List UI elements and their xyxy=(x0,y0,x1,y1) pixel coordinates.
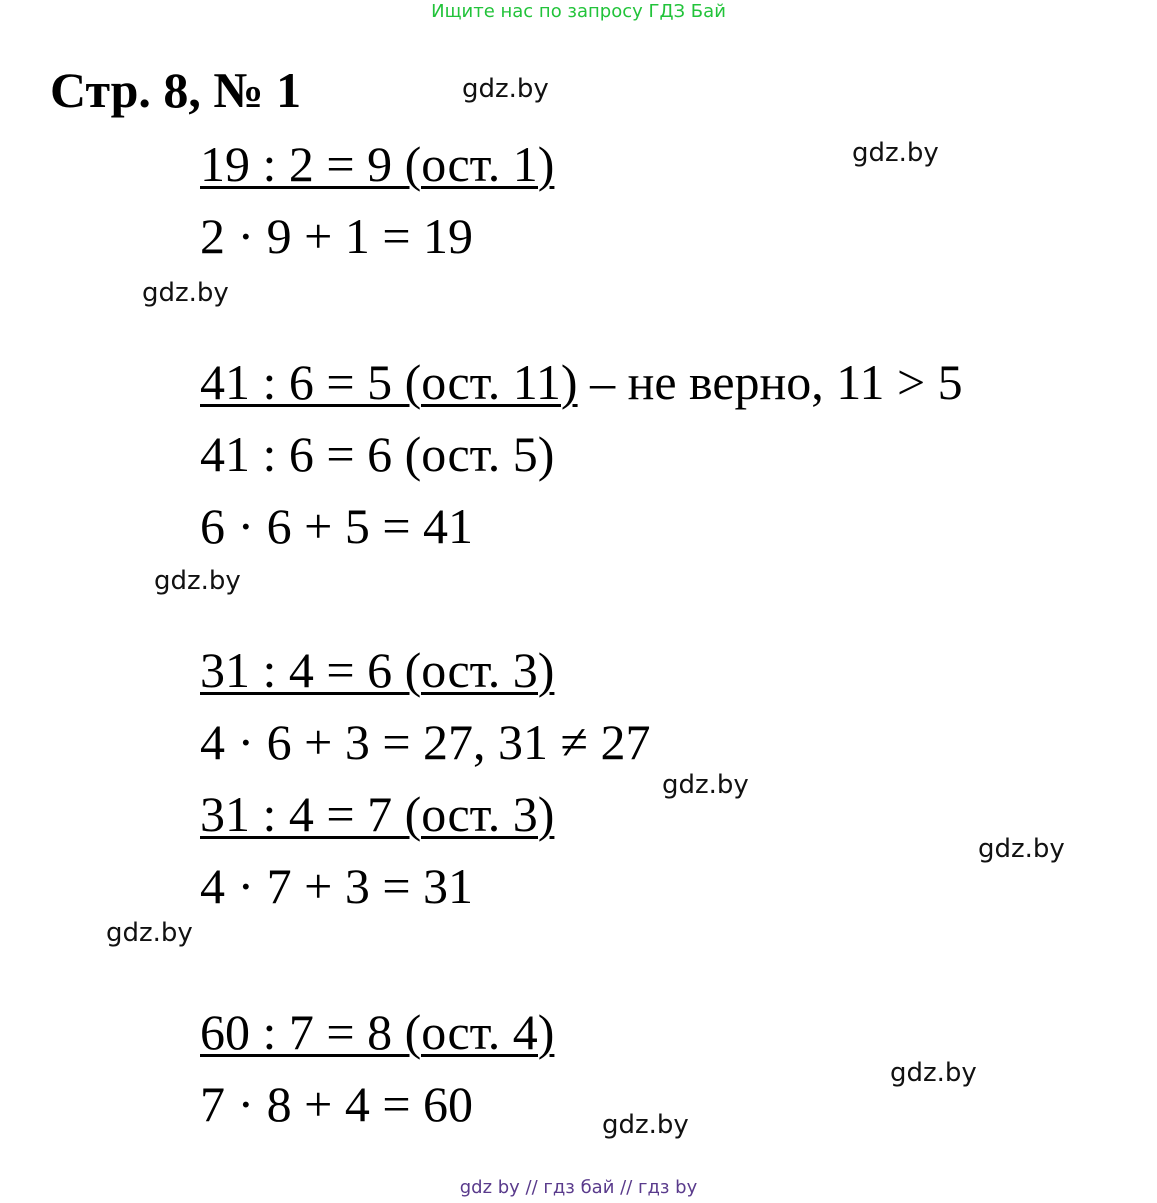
equation-comment: – не верно, 11 > 5 xyxy=(577,354,963,410)
equation-line xyxy=(200,136,554,192)
watermark: gdz.by xyxy=(662,770,749,800)
equation-line: 6 · 6 + 5 = 41 xyxy=(200,498,474,554)
watermark: gdz.by xyxy=(106,918,193,948)
equation-line: 7 · 8 + 4 = 60 xyxy=(200,1076,474,1132)
search-hint-banner: Ищите нас по запросу ГДЗ Бай xyxy=(431,1,726,22)
watermark: gdz.by xyxy=(852,138,939,168)
page-title: Стр. 8, № 1 xyxy=(50,62,302,118)
equation-line xyxy=(200,1004,554,1060)
watermark: gdz.by xyxy=(154,566,241,596)
division-with-remainder: 31 : 4 = 7 (ост. 3) xyxy=(200,786,555,842)
watermark: gdz.by xyxy=(978,834,1065,864)
equation-line xyxy=(200,354,963,410)
watermark: gdz.by xyxy=(602,1110,689,1140)
division-with-remainder: 41 : 6 = 5 (ост. 11) xyxy=(200,354,578,410)
division-with-remainder: 19 : 2 = 9 (ост. 1) xyxy=(200,136,555,192)
footer-links: gdz by // гдз бай // гдз by xyxy=(459,1177,698,1198)
watermark: gdz.by xyxy=(462,74,549,104)
division-with-remainder: 60 : 7 = 8 (ост. 4) xyxy=(200,1004,555,1060)
equation-line xyxy=(200,786,554,842)
equation-line: 2 · 9 + 1 = 19 xyxy=(200,208,474,264)
division-with-remainder: 31 : 4 = 6 (ост. 3) xyxy=(200,642,555,698)
equation-line: 4 · 7 + 3 = 31 xyxy=(200,858,474,914)
watermark: gdz.by xyxy=(890,1058,977,1088)
equation-line: 41 : 6 = 6 (ост. 5) xyxy=(200,426,555,482)
equation-line: 4 · 6 + 3 = 27, 31 ≠ 27 xyxy=(200,714,651,770)
watermark: gdz.by xyxy=(142,278,229,308)
equation-line xyxy=(200,642,554,698)
